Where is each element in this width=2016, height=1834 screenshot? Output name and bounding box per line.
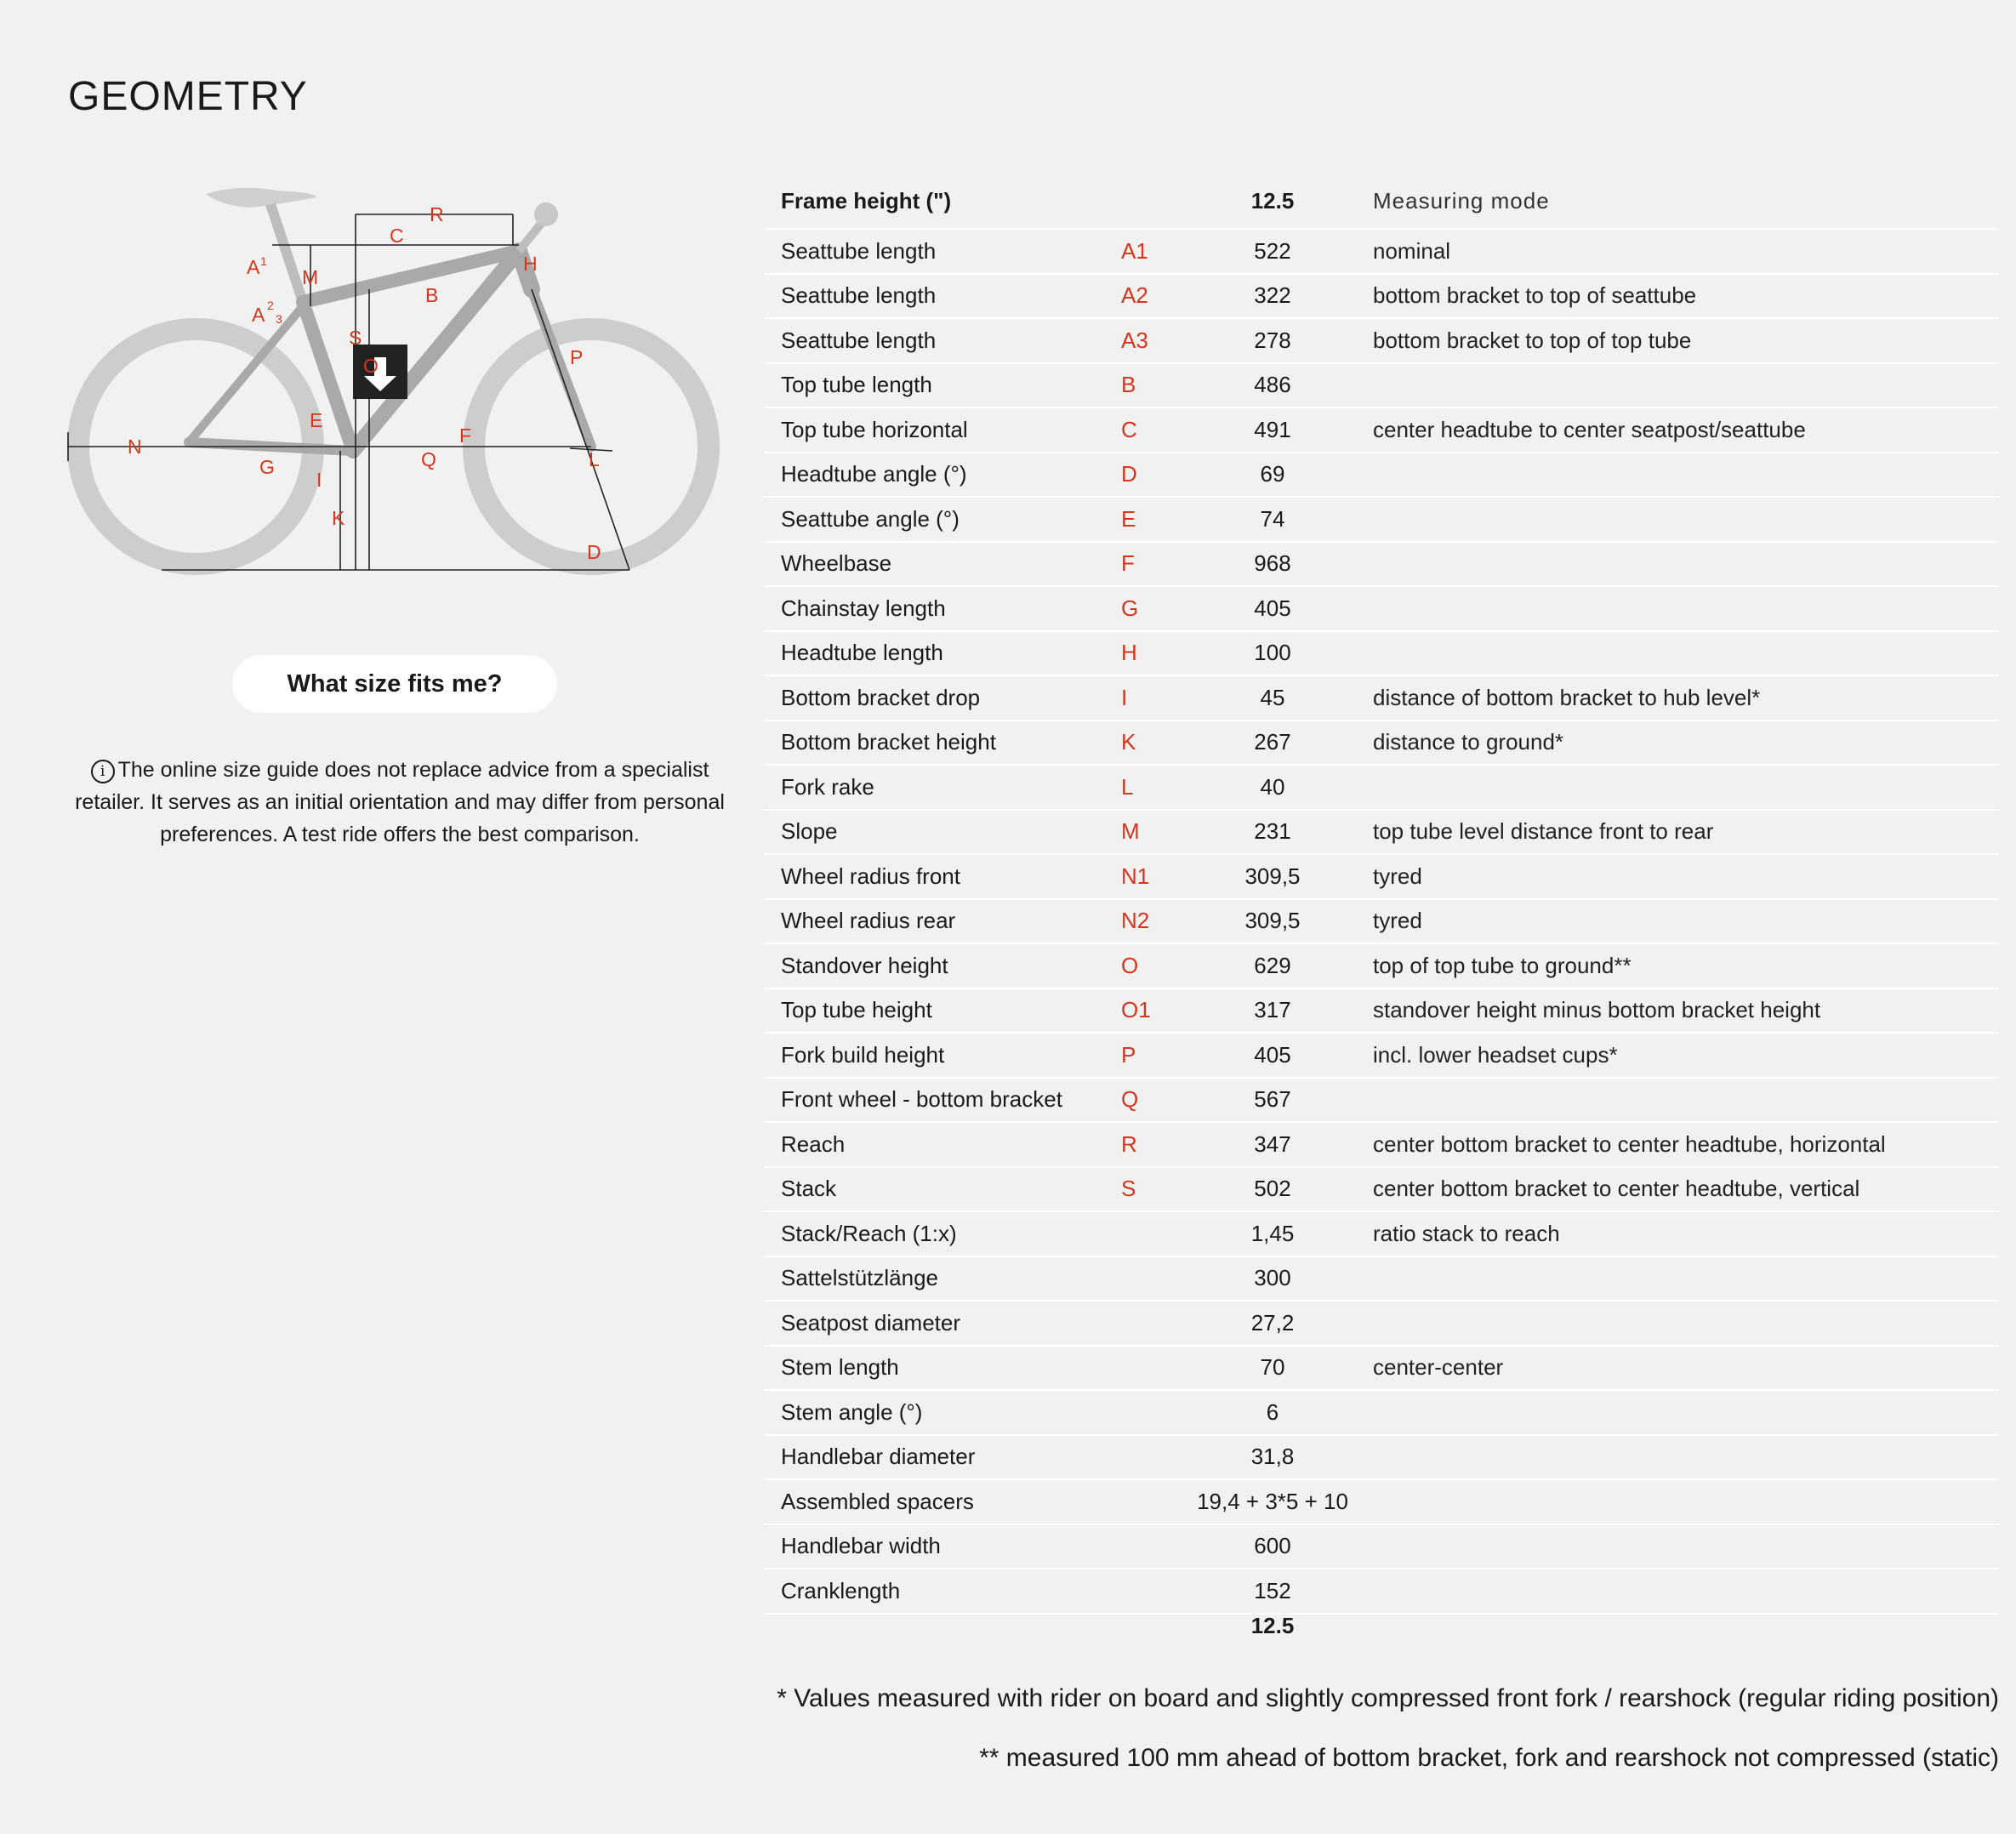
row-name: Sattelstützlänge bbox=[764, 1256, 1104, 1301]
row-value: 300 bbox=[1189, 1256, 1356, 1301]
row-value: 600 bbox=[1189, 1524, 1356, 1569]
row-name: Front wheel - bottom bracket bbox=[764, 1078, 1104, 1123]
label-a-lower: A bbox=[252, 304, 265, 326]
row-desc bbox=[1356, 542, 1999, 587]
row-desc bbox=[1356, 1390, 1999, 1435]
table-row bbox=[764, 1256, 1999, 1301]
row-value: 74 bbox=[1189, 497, 1356, 542]
row-name: Stem length bbox=[764, 1346, 1104, 1391]
table-row bbox=[764, 586, 1999, 631]
row-value: 491 bbox=[1189, 407, 1356, 453]
label-l: L bbox=[589, 448, 600, 470]
row-desc bbox=[1356, 1435, 1999, 1480]
info-note-text: The online size guide does not replace advice from a specialist retailer. It serves as an initial orientation and may differ from personal preferences. A test ride offers the best comparison. bbox=[75, 758, 725, 846]
row-desc bbox=[1356, 1569, 1999, 1614]
row-name: Seatpost diameter bbox=[764, 1301, 1104, 1346]
table-row bbox=[764, 407, 1999, 453]
table-row bbox=[764, 943, 1999, 988]
row-code bbox=[1104, 1256, 1189, 1301]
seatpost bbox=[271, 204, 303, 302]
row-value: 40 bbox=[1189, 765, 1356, 810]
table-row bbox=[764, 1346, 1999, 1391]
row-desc: center bottom bracket to center headtube, vertical bbox=[1356, 1167, 1999, 1212]
row-desc: distance to ground* bbox=[1356, 720, 1999, 766]
label-k: K bbox=[332, 507, 345, 529]
row-value: 1,45 bbox=[1189, 1211, 1356, 1256]
row-code: D bbox=[1104, 453, 1189, 498]
row-desc: tyred bbox=[1356, 899, 1999, 944]
row-value: 322 bbox=[1189, 274, 1356, 319]
row-code: O bbox=[1104, 943, 1189, 988]
row-code: S bbox=[1104, 1167, 1189, 1212]
row-code: B bbox=[1104, 363, 1189, 408]
row-value: 317 bbox=[1189, 988, 1356, 1034]
row-code: L bbox=[1104, 765, 1189, 810]
row-code bbox=[1104, 1479, 1189, 1524]
row-desc bbox=[1356, 631, 1999, 676]
row-name: Slope bbox=[764, 810, 1104, 855]
row-desc: center-center bbox=[1356, 1346, 1999, 1391]
label-d: D bbox=[587, 541, 601, 563]
page-title: GEOMETRY bbox=[68, 74, 308, 119]
row-code bbox=[1104, 1211, 1189, 1256]
row-desc bbox=[1356, 453, 1999, 498]
label-o: O bbox=[363, 355, 379, 377]
row-value: 405 bbox=[1189, 1033, 1356, 1078]
label-n: N bbox=[128, 436, 142, 458]
row-desc: top of top tube to ground** bbox=[1356, 943, 1999, 988]
label-h: H bbox=[523, 253, 538, 275]
row-code: A2 bbox=[1104, 274, 1189, 319]
row-desc bbox=[1356, 1256, 1999, 1301]
label-sub3: 3 bbox=[276, 312, 282, 326]
row-code: F bbox=[1104, 542, 1189, 587]
size-guide-button[interactable]: What size fits me? bbox=[232, 655, 557, 713]
row-name: Cranklength bbox=[764, 1569, 1104, 1614]
row-name: Top tube height bbox=[764, 988, 1104, 1034]
row-value: 6 bbox=[1189, 1390, 1356, 1435]
row-name: Chainstay length bbox=[764, 586, 1104, 631]
row-desc bbox=[1356, 497, 1999, 542]
table-row bbox=[764, 899, 1999, 944]
row-name: Top tube horizontal bbox=[764, 407, 1104, 453]
row-value: 278 bbox=[1189, 318, 1356, 363]
row-desc: center bottom bracket to center headtube, horizontal bbox=[1356, 1122, 1999, 1167]
table-row bbox=[764, 675, 1999, 720]
geometry-table bbox=[764, 174, 1999, 1615]
row-name: Reach bbox=[764, 1122, 1104, 1167]
table-row bbox=[764, 1301, 1999, 1346]
row-value: 152 bbox=[1189, 1569, 1356, 1614]
label-s: S bbox=[349, 327, 362, 349]
row-code: C bbox=[1104, 407, 1189, 453]
row-desc bbox=[1356, 1479, 1999, 1524]
row-name: Stem angle (°) bbox=[764, 1390, 1104, 1435]
row-value: 309,5 bbox=[1189, 899, 1356, 944]
table-row bbox=[764, 854, 1999, 899]
row-code: P bbox=[1104, 1033, 1189, 1078]
label-sup2: 2 bbox=[267, 299, 274, 312]
row-value: 45 bbox=[1189, 675, 1356, 720]
row-desc: top tube level distance front to rear bbox=[1356, 810, 1999, 855]
row-code bbox=[1104, 1390, 1189, 1435]
row-name: Wheel radius rear bbox=[764, 899, 1104, 944]
row-name: Bottom bracket height bbox=[764, 720, 1104, 766]
table-row bbox=[764, 1524, 1999, 1569]
bike-geometry-diagram bbox=[60, 170, 732, 595]
table-row bbox=[764, 542, 1999, 587]
row-desc bbox=[1356, 586, 1999, 631]
row-value: 405 bbox=[1189, 586, 1356, 631]
row-code bbox=[1104, 1301, 1189, 1346]
table-row bbox=[764, 1122, 1999, 1167]
row-name: Headtube angle (°) bbox=[764, 453, 1104, 498]
header-frame-height: Frame height (") bbox=[764, 174, 1104, 229]
table-row bbox=[764, 1211, 1999, 1256]
table-row bbox=[764, 229, 1999, 274]
row-value: 502 bbox=[1189, 1167, 1356, 1212]
label-r: R bbox=[430, 203, 444, 225]
table-row bbox=[764, 1390, 1999, 1435]
row-name: Seattube length bbox=[764, 229, 1104, 274]
table-header-row bbox=[764, 174, 1999, 229]
label-sup1: 1 bbox=[260, 254, 267, 268]
label-f: F bbox=[459, 424, 472, 447]
row-value: 31,8 bbox=[1189, 1435, 1356, 1480]
row-value: 347 bbox=[1189, 1122, 1356, 1167]
row-desc: ratio stack to reach bbox=[1356, 1211, 1999, 1256]
row-code: A1 bbox=[1104, 229, 1189, 274]
row-value: 267 bbox=[1189, 720, 1356, 766]
row-desc bbox=[1356, 1524, 1999, 1569]
table-row bbox=[764, 765, 1999, 810]
label-a: A bbox=[247, 256, 260, 278]
row-value: 69 bbox=[1189, 453, 1356, 498]
table-row bbox=[764, 720, 1999, 766]
table-row bbox=[764, 363, 1999, 408]
label-b: B bbox=[425, 284, 439, 306]
row-value: 522 bbox=[1189, 229, 1356, 274]
row-code: M bbox=[1104, 810, 1189, 855]
row-name: Stack bbox=[764, 1167, 1104, 1212]
row-code: G bbox=[1104, 586, 1189, 631]
row-value: 19,4 + 3*5 + 10 bbox=[1189, 1479, 1356, 1524]
table-row bbox=[764, 631, 1999, 676]
row-value: 309,5 bbox=[1189, 854, 1356, 899]
table-row bbox=[764, 1569, 1999, 1614]
row-code bbox=[1104, 1346, 1189, 1391]
row-desc bbox=[1356, 1078, 1999, 1123]
row-desc: nominal bbox=[1356, 229, 1999, 274]
row-name: Handlebar width bbox=[764, 1524, 1104, 1569]
table-row bbox=[764, 1479, 1999, 1524]
row-value: 486 bbox=[1189, 363, 1356, 408]
row-name: Top tube length bbox=[764, 363, 1104, 408]
row-name: Headtube length bbox=[764, 631, 1104, 676]
row-value: 567 bbox=[1189, 1078, 1356, 1123]
geometry-table-body bbox=[764, 229, 1999, 1614]
table-row bbox=[764, 1078, 1999, 1123]
row-name: Seattube length bbox=[764, 274, 1104, 319]
row-name: Handlebar diameter bbox=[764, 1435, 1104, 1480]
table-row bbox=[764, 497, 1999, 542]
table-row bbox=[764, 1033, 1999, 1078]
row-desc bbox=[1356, 765, 1999, 810]
row-code bbox=[1104, 1569, 1189, 1614]
row-value: 100 bbox=[1189, 631, 1356, 676]
handlebar bbox=[534, 202, 558, 226]
row-name: Bottom bracket drop bbox=[764, 675, 1104, 720]
row-name: Fork rake bbox=[764, 765, 1104, 810]
info-icon: i bbox=[91, 760, 115, 783]
row-value: 968 bbox=[1189, 542, 1356, 587]
row-desc: bottom bracket to top of top tube bbox=[1356, 318, 1999, 363]
row-desc: tyred bbox=[1356, 854, 1999, 899]
row-name: Fork build height bbox=[764, 1033, 1104, 1078]
label-p: P bbox=[570, 346, 584, 368]
header-frame-value: 12.5 bbox=[1189, 174, 1356, 229]
label-g: G bbox=[259, 456, 275, 478]
row-name: Wheelbase bbox=[764, 542, 1104, 587]
row-code: N1 bbox=[1104, 854, 1189, 899]
row-name: Stack/Reach (1:x) bbox=[764, 1211, 1104, 1256]
footnote-2: ** measured 100 mm ahead of bottom bracket, fork and rearshock not compressed (static) bbox=[979, 1744, 1999, 1772]
row-code: H bbox=[1104, 631, 1189, 676]
measurement-lines bbox=[68, 214, 629, 570]
saddle bbox=[206, 188, 316, 208]
label-c: C bbox=[390, 225, 404, 247]
row-code: Q bbox=[1104, 1078, 1189, 1123]
row-name: Seattube angle (°) bbox=[764, 497, 1104, 542]
row-name: Assembled spacers bbox=[764, 1479, 1104, 1524]
row-code bbox=[1104, 1524, 1189, 1569]
row-code: I bbox=[1104, 675, 1189, 720]
info-note bbox=[68, 754, 732, 851]
table-row bbox=[764, 318, 1999, 363]
row-name: Seattube length bbox=[764, 318, 1104, 363]
row-desc: distance of bottom bracket to hub level* bbox=[1356, 675, 1999, 720]
row-code: N2 bbox=[1104, 899, 1189, 944]
label-m: M bbox=[302, 266, 319, 288]
table-row bbox=[764, 453, 1999, 498]
row-desc: incl. lower headset cups* bbox=[1356, 1033, 1999, 1078]
row-code: A3 bbox=[1104, 318, 1189, 363]
row-code bbox=[1104, 1435, 1189, 1480]
bike-geometry-svg bbox=[60, 170, 732, 595]
table-row bbox=[764, 1167, 1999, 1212]
header-code bbox=[1104, 174, 1189, 229]
row-desc: standover height minus bottom bracket height bbox=[1356, 988, 1999, 1034]
header-measuring-mode: Measuring mode bbox=[1356, 174, 1999, 229]
label-q: Q bbox=[421, 448, 436, 470]
table-row bbox=[764, 1435, 1999, 1480]
row-name: Wheel radius front bbox=[764, 854, 1104, 899]
row-value: 27,2 bbox=[1189, 1301, 1356, 1346]
label-i: I bbox=[316, 469, 322, 491]
row-desc bbox=[1356, 1301, 1999, 1346]
row-value: 70 bbox=[1189, 1346, 1356, 1391]
table-row bbox=[764, 274, 1999, 319]
row-value: 629 bbox=[1189, 943, 1356, 988]
label-e: E bbox=[310, 409, 323, 431]
footer-frame-value: 12.5 bbox=[1250, 1613, 1295, 1638]
footnote-1: * Values measured with rider on board and slightly compressed front fork / rearshock (regular riding position) bbox=[777, 1684, 1999, 1712]
row-desc: center headtube to center seatpost/seattube bbox=[1356, 407, 1999, 453]
row-value: 231 bbox=[1189, 810, 1356, 855]
row-code: E bbox=[1104, 497, 1189, 542]
row-desc: bottom bracket to top of seattube bbox=[1356, 274, 1999, 319]
table-row bbox=[764, 988, 1999, 1034]
table-row bbox=[764, 810, 1999, 855]
row-code: R bbox=[1104, 1122, 1189, 1167]
row-code: O1 bbox=[1104, 988, 1189, 1034]
row-code: K bbox=[1104, 720, 1189, 766]
row-name: Standover height bbox=[764, 943, 1104, 988]
row-desc bbox=[1356, 363, 1999, 408]
